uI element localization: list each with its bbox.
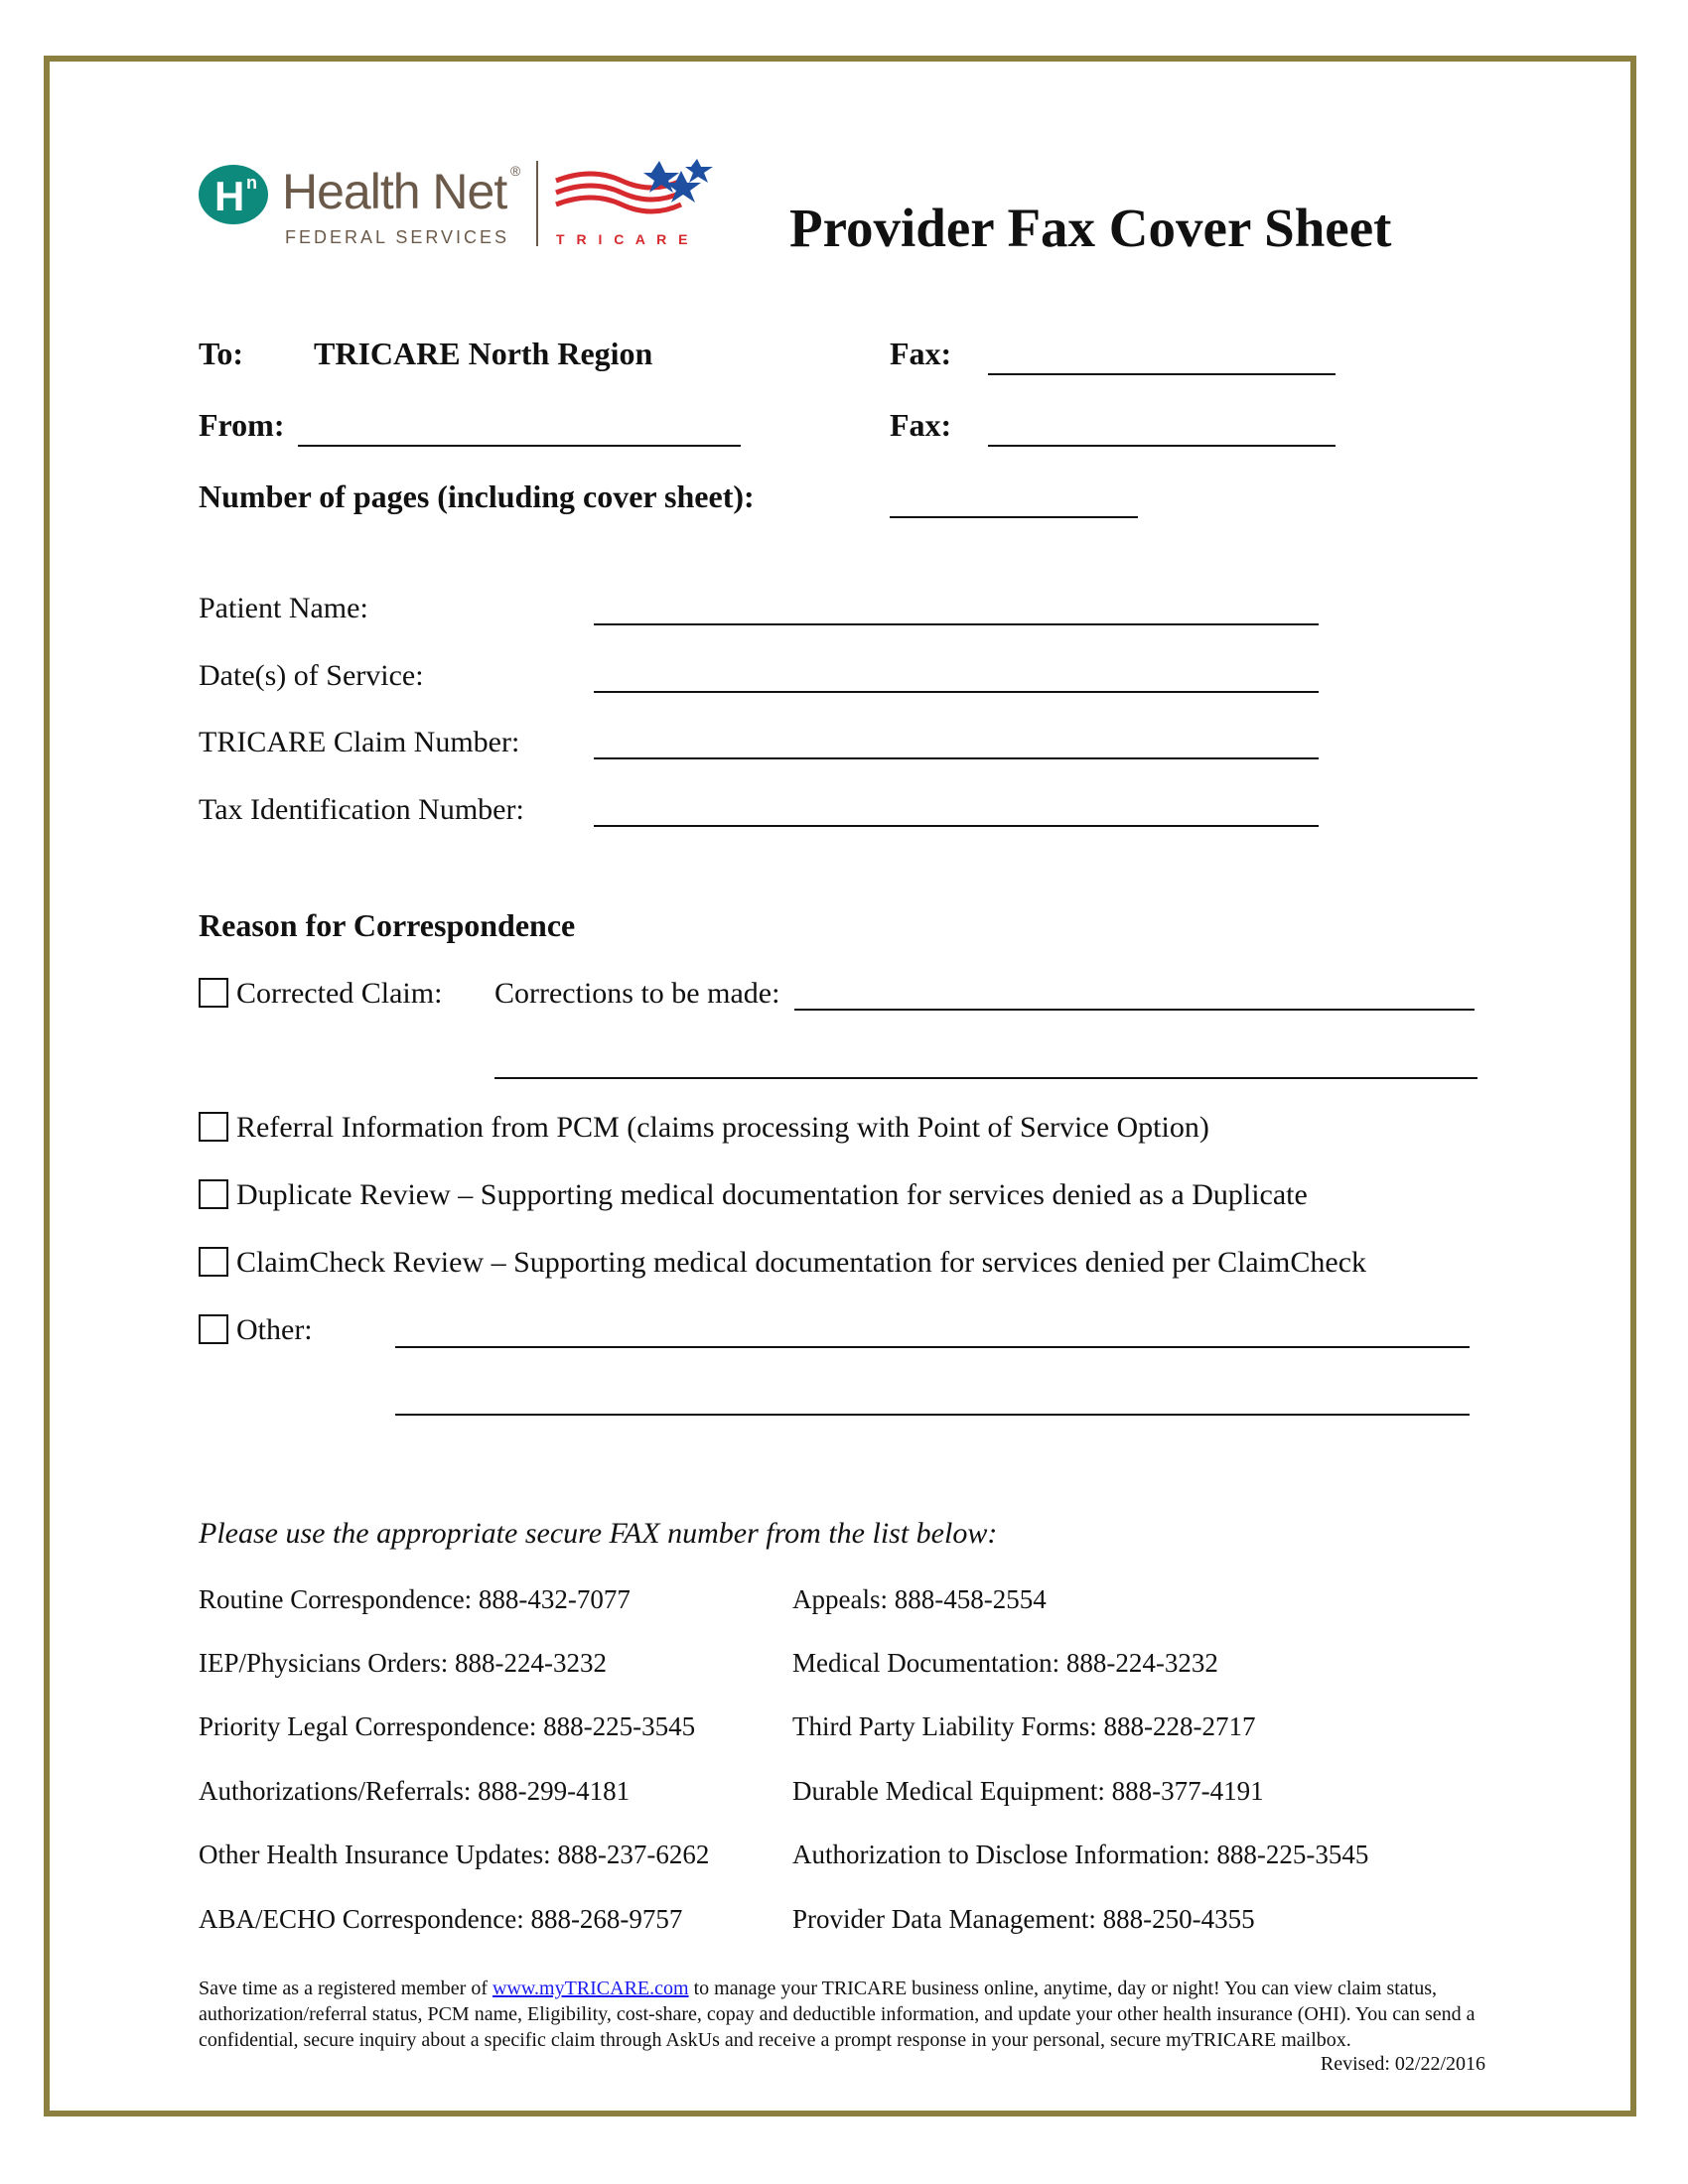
fax-list-left-1: IEP/Physicians Orders: 888-224-3232 xyxy=(199,1648,607,1678)
revised-date: Revised: 02/22/2016 xyxy=(1320,2053,1485,2075)
claim-number-label: TRICARE Claim Number: xyxy=(199,726,520,758)
fax-list-right-4: Authorization to Disclose Information: 888-225-3545 xyxy=(792,1840,1369,1869)
other-checkbox[interactable] xyxy=(199,1314,228,1344)
duplicate-review-checkbox[interactable] xyxy=(199,1179,228,1209)
fax-list-right-3: Durable Medical Equipment: 888-377-4191 xyxy=(792,1776,1264,1806)
claimcheck-review-checkbox[interactable] xyxy=(199,1247,228,1277)
health-net-hn-icon xyxy=(197,163,270,226)
patient-name-field[interactable] xyxy=(594,623,1319,625)
logo-divider xyxy=(536,161,538,246)
to-label: To: xyxy=(199,336,244,371)
dates-of-service-field[interactable] xyxy=(594,691,1319,693)
svg-text:n: n xyxy=(246,173,257,193)
corrections-field-1[interactable] xyxy=(794,1009,1475,1011)
page-border xyxy=(44,56,1636,2116)
corrected-claim-label: Corrected Claim: xyxy=(236,977,443,1010)
footer-text-after: to manage your TRICARE business online, anytime, day or night! You can view claim status, authorization/referral status, PCM name, Eligibility, cost-share, copay and deductible information, and update your other health insurance (OHI). You can send a confidential, secure inquiry about a specific claim through AskUs and receive a prompt response in your personal, secure myTRICARE mailbox. xyxy=(199,1978,1476,2051)
page-title: Provider Fax Cover Sheet xyxy=(789,198,1392,258)
fax-list-right-1: Medical Documentation: 888-224-3232 xyxy=(792,1648,1218,1678)
claim-number-field[interactable] xyxy=(594,757,1319,759)
brand-sub: FEDERAL SERVICES xyxy=(285,227,510,247)
tax-id-label: Tax Identification Number: xyxy=(199,793,524,826)
claimcheck-review-label: ClaimCheck Review – Supporting medical documentation for services denied per ClaimCheck xyxy=(236,1246,1367,1279)
fax-list-left-5: ABA/ECHO Correspondence: 888-268-9757 xyxy=(199,1904,683,1934)
corrections-label: Corrections to be made: xyxy=(494,977,780,1010)
corrections-field-2[interactable] xyxy=(494,1077,1477,1079)
footer-note xyxy=(199,1976,1489,2053)
duplicate-review-label: Duplicate Review – Supporting medical documentation for services denied as a Duplicate xyxy=(236,1178,1308,1211)
corrected-claim-checkbox[interactable] xyxy=(199,978,228,1008)
fax-list-intro: Please use the appropriate secure FAX number from the list below: xyxy=(199,1517,998,1550)
pages-field[interactable] xyxy=(890,516,1138,518)
from-field[interactable] xyxy=(298,445,741,447)
tricare-wordmark: T R I C A R E xyxy=(556,231,692,247)
to-fax-label: Fax: xyxy=(890,336,952,371)
referral-label: Referral Information from PCM (claims processing with Point of Service Option) xyxy=(236,1111,1209,1144)
from-fax-field[interactable] xyxy=(988,445,1336,447)
fax-list-left-3: Authorizations/Referrals: 888-299-4181 xyxy=(199,1776,631,1806)
reason-heading: Reason for Correspondence xyxy=(199,907,576,943)
from-label: From: xyxy=(199,407,285,443)
referral-checkbox[interactable] xyxy=(199,1112,228,1142)
svg-text:H: H xyxy=(214,173,245,219)
other-label: Other: xyxy=(236,1313,313,1346)
other-field-1[interactable] xyxy=(395,1346,1470,1348)
mytricare-link[interactable]: www.myTRICARE.com xyxy=(492,1978,689,1999)
fax-list-right-2: Third Party Liability Forms: 888-228-2717 xyxy=(792,1711,1256,1741)
fax-list-left-0: Routine Correspondence: 888-432-7077 xyxy=(199,1584,631,1614)
patient-name-label: Patient Name: xyxy=(199,592,368,624)
footer-text-before: Save time as a registered member of xyxy=(199,1978,492,1999)
to-fax-field[interactable] xyxy=(988,373,1336,375)
tax-id-field[interactable] xyxy=(594,825,1319,827)
dates-of-service-label: Date(s) of Service: xyxy=(199,659,424,692)
fax-list-right-0: Appeals: 888-458-2554 xyxy=(792,1584,1047,1614)
brand-registered: ® xyxy=(510,163,521,179)
fax-list-left-2: Priority Legal Correspondence: 888-225-3545 xyxy=(199,1711,696,1741)
pages-label: Number of pages (including cover sheet): xyxy=(199,478,755,514)
from-fax-label: Fax: xyxy=(890,407,952,443)
to-value: TRICARE North Region xyxy=(314,336,653,371)
fax-list-left-4: Other Health Insurance Updates: 888-237-6262 xyxy=(199,1840,710,1869)
brand-name: Health Net xyxy=(282,164,507,219)
other-field-2[interactable] xyxy=(395,1414,1470,1416)
tricare-flag-icon xyxy=(552,159,721,228)
fax-list-right-5: Provider Data Management: 888-250-4355 xyxy=(792,1904,1255,1934)
